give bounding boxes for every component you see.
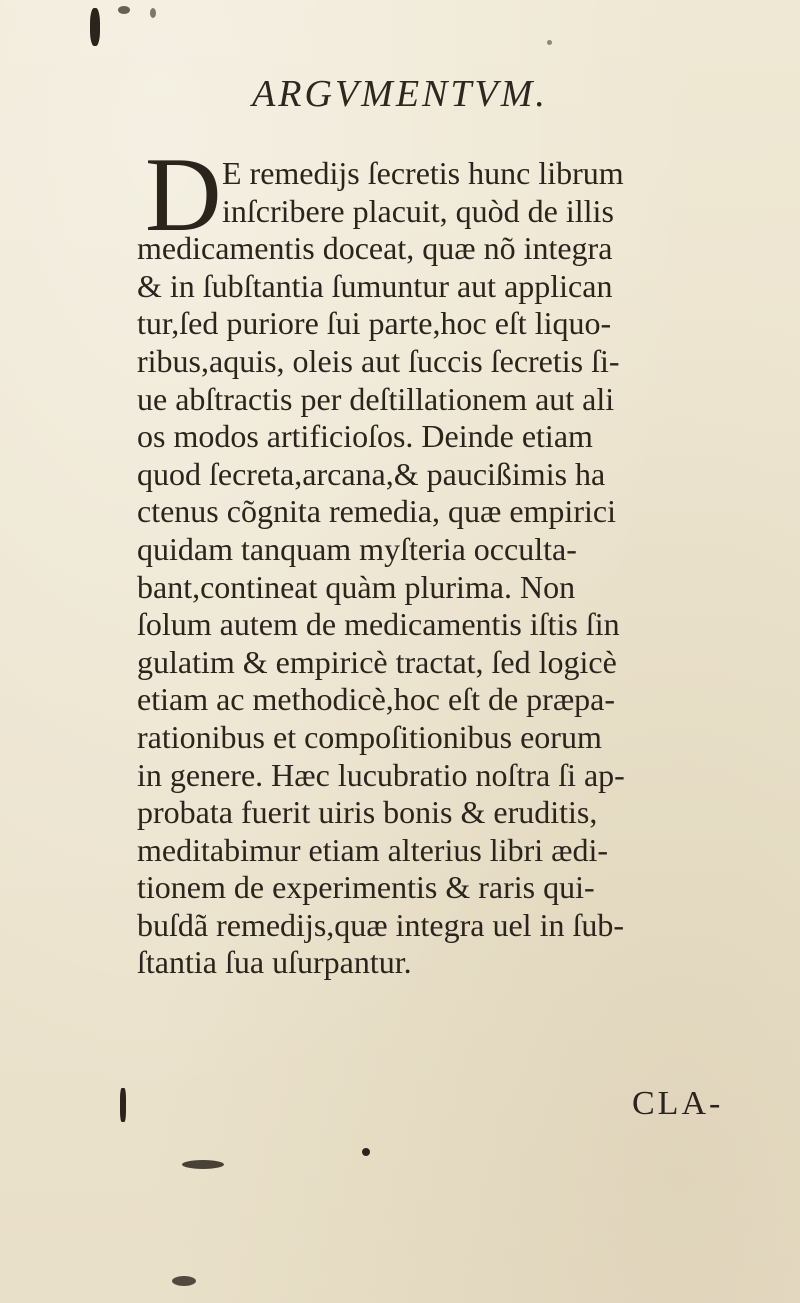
text-line-2: inſcribere placuit, quòd de illis [222, 192, 614, 229]
text-line-12: bant,contineat quàm plurima. Non [137, 568, 576, 605]
text-line-13: ſolum autem de medicamentis iſtis ſin [137, 606, 620, 643]
page-heading: ARGVMENTVM. [252, 73, 548, 115]
text-line-4: & in ſubſtantia ſumuntur aut applican [137, 267, 613, 304]
text-line-11: quidam tanquam myſteria occulta- [137, 530, 577, 567]
text-line-10: ctenus cõgnita remedia, quæ empirici [137, 493, 616, 530]
text-line-14: gulatim & empiricè tractat, ſed logicè [137, 643, 617, 680]
text-line-3: medicamentis doceat, quæ nõ integra [137, 230, 613, 267]
text-line-19: meditabimur etiam alterius libri ædi- [137, 831, 608, 868]
text-line-18: probata fuerit uiris bonis & eruditis, [137, 794, 598, 831]
text-line-17: in genere. Hæc lucubratio noſtra ſi ap- [137, 756, 625, 793]
ink-speck-bottom-1 [182, 1160, 224, 1169]
ink-speck-bottom-2 [362, 1148, 370, 1156]
ink-speck-top [118, 6, 130, 14]
text-line-15: etiam ac methodicè,hoc eſt de præpa- [137, 681, 616, 718]
text-line-8: os modos artificioſos. Deinde etiam [137, 418, 593, 455]
text-line-7: ue abſtractis per deſtillationem aut ali [137, 380, 615, 417]
text-line-20: tionem de experimentis & raris qui- [137, 869, 595, 906]
ink-speck-mid [547, 40, 552, 45]
drop-cap: D [145, 136, 222, 253]
argument-text [137, 155, 757, 982]
text-line-16: rationibus et compoſitionibus eorum [137, 718, 602, 755]
ink-speck-top-left [90, 8, 100, 46]
catchword: CLA- [632, 1085, 724, 1122]
text-line-21: buſdã remedijs,quæ integra uel in ſub- [137, 906, 624, 943]
ink-speck-lower-left [120, 1088, 126, 1122]
text-line-6: ribus,aquis, oleis aut ſuccis ſecretis ſi- [137, 342, 620, 379]
text-line-9: quod ſecreta,arcana,& paucißimis ha [137, 455, 606, 492]
text-line-22: ſtantia ſua uſurpantur. [137, 944, 412, 981]
ink-speck-top-2 [150, 8, 156, 18]
text-line-5: tur,ſed puriore ſui parte,hoc eſt liquo- [137, 305, 612, 342]
text-line-1: E remedijs ſecretis hunc librum [222, 155, 624, 191]
ink-speck-bottom-3 [172, 1276, 196, 1286]
